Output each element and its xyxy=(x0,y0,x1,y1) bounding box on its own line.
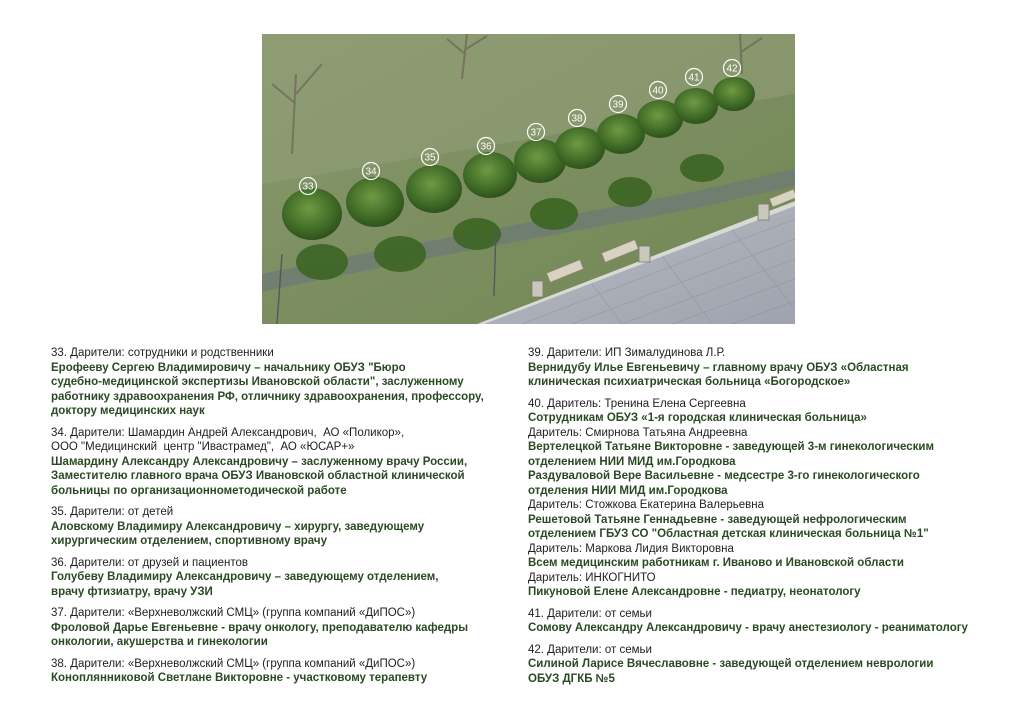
recipient-line: больницы по организационнометодической работе xyxy=(51,484,347,497)
dedication-entry xyxy=(528,346,978,390)
tree-marker-number: 33 xyxy=(302,181,314,193)
recipient-line: Раздуваловой Вере Васильевне - медсестре 3-го гинекологического xyxy=(528,470,920,482)
recipient-line: Сотрудникам ОБУЗ «1-я городская клиническая больница» xyxy=(528,412,867,424)
tree-marker-number: 36 xyxy=(480,141,492,153)
donor-line: ООО "Медицинский центр "Ивастрамед", АО «ЮСАР+» xyxy=(51,441,355,453)
dedication-list-right xyxy=(528,346,978,693)
recipient-line: Решетовой Татьяне Геннадьевне - заведующей нефрологическим xyxy=(528,513,907,526)
recipient-line: Сомову Александру Александровичу - врачу анестезиологу - реаниматологу xyxy=(528,622,968,634)
recipient-line: Коноплянниковой Светлане Викторовне - участковому терапевту xyxy=(51,672,428,684)
donor-line: 38. Дарители: «Верхневолжский СМЦ» (группа компаний «ДиПОС») xyxy=(51,657,416,670)
dedication-entry xyxy=(51,657,511,686)
recipient-line: отделения НИИ МИД им.Городкова xyxy=(528,484,728,497)
dedication-entry xyxy=(528,607,978,636)
tree-marker-number: 40 xyxy=(652,85,664,97)
donor-line: Даритель: Стожкова Екатерина Валерьевна xyxy=(528,499,764,511)
recipient-line: Всем медицинским работникам г. Иваново и Ивановской области xyxy=(528,557,904,569)
donor-line: 41. Дарители: от семьи xyxy=(528,607,652,620)
tree-marker-number: 35 xyxy=(424,152,436,164)
recipient-line: ОБУЗ ДГКБ №5 xyxy=(528,672,615,685)
donor-line: Даритель: Маркова Лидия Викторовна xyxy=(528,542,734,555)
recipient-line: Аловскому Владимиру Александровичу – хирургу, заведующему xyxy=(51,520,425,533)
dedication-entry xyxy=(51,505,511,549)
recipient-line: отделением НИИ МИД им.Городкова xyxy=(528,455,736,468)
recipient-line: Фроловой Дарье Евгеньевне - врачу онкологу, преподавателю кафедры xyxy=(51,621,469,634)
dedication-entry xyxy=(528,397,978,600)
dedication-entry xyxy=(51,556,511,600)
donor-line: 37. Дарители: «Верхневолжский СМЦ» (группа компаний «ДиПОС») xyxy=(51,607,416,619)
recipient-line: Ерофееву Сергею Владимировичу – начальнику ОБУЗ "Бюро xyxy=(51,361,406,374)
tree-marker-number: 38 xyxy=(571,113,583,125)
alley-render-image xyxy=(262,34,795,324)
recipient-line: Вертелецкой Татьяне Викторовне - заведующей 3-м гинекологическим xyxy=(528,441,934,453)
recipient-line: Вернидубу Илье Евгеньевичу – главному врачу ОБУЗ «Областная xyxy=(528,361,909,374)
tree-marker-number: 42 xyxy=(726,63,738,75)
recipient-line: Шамардину Александру Александровичу – заслуженному врачу России, xyxy=(51,455,468,468)
tree-marker-number: 39 xyxy=(612,99,624,111)
recipient-line: Пикуновой Елене Александровне - педиатру, неонатологу xyxy=(528,586,861,598)
donor-line: 35. Дарители: от детей xyxy=(51,506,174,518)
dedication-entry xyxy=(51,606,511,650)
donor-line: Даритель: Смирнова Татьяна Андреевна xyxy=(528,426,748,439)
tree-marker-number: 41 xyxy=(688,72,700,84)
recipient-line: хирургическим отделением, спортивному врачу xyxy=(51,535,327,547)
tree-marker-number: 34 xyxy=(365,166,377,178)
recipient-line: доктору медицинских наук xyxy=(51,405,205,417)
recipient-line: врачу фтизиатру, врачу УЗИ xyxy=(51,585,213,598)
recipient-line: отделением ГБУЗ СО "Областная детская клиническая больница №1" xyxy=(528,528,929,540)
tree-marker-number: 37 xyxy=(530,127,542,139)
donor-line: Даритель: ИНКОГНИТО xyxy=(528,571,656,584)
recipient-line: судебно-медицинской экспертизы Ивановской области", заслуженному xyxy=(51,376,464,388)
dedication-entry xyxy=(528,643,978,687)
recipient-line: Голубеву Владимиру Александровичу – заведующему отделением, xyxy=(51,571,439,583)
recipient-line: Заместителю главного врача ОБУЗ Ивановской областной клинической xyxy=(51,470,465,482)
recipient-line: работнику здравоохранения РФ, отличнику здравоохранения, профессору, xyxy=(51,390,484,403)
dedication-entry xyxy=(51,346,511,419)
donor-line: 42. Дарители: от семьи xyxy=(528,643,652,656)
recipient-line: Силиной Ларисе Вячеславовне - заведующей отделением неврологии xyxy=(528,658,934,670)
donor-line: 36. Дарители: от друзей и пациентов xyxy=(51,556,248,569)
dedication-entry xyxy=(51,426,511,499)
recipient-line: онкологии, акушерства и гинекологии xyxy=(51,636,268,648)
donor-line: 33. Дарители: сотрудники и родственники xyxy=(51,347,274,359)
recipient-line: клиническая психиатрическая больница «Богородское» xyxy=(528,376,851,388)
donor-line: 39. Дарители: ИП Зималудинова Л.Р. xyxy=(528,347,726,359)
donor-line: 34. Дарители: Шамардин Андрей Александрович, АО «Поликор», xyxy=(51,426,405,439)
donor-line: 40. Даритель: Тренина Елена Сергеевна xyxy=(528,397,746,410)
dedication-list-left xyxy=(51,346,511,693)
